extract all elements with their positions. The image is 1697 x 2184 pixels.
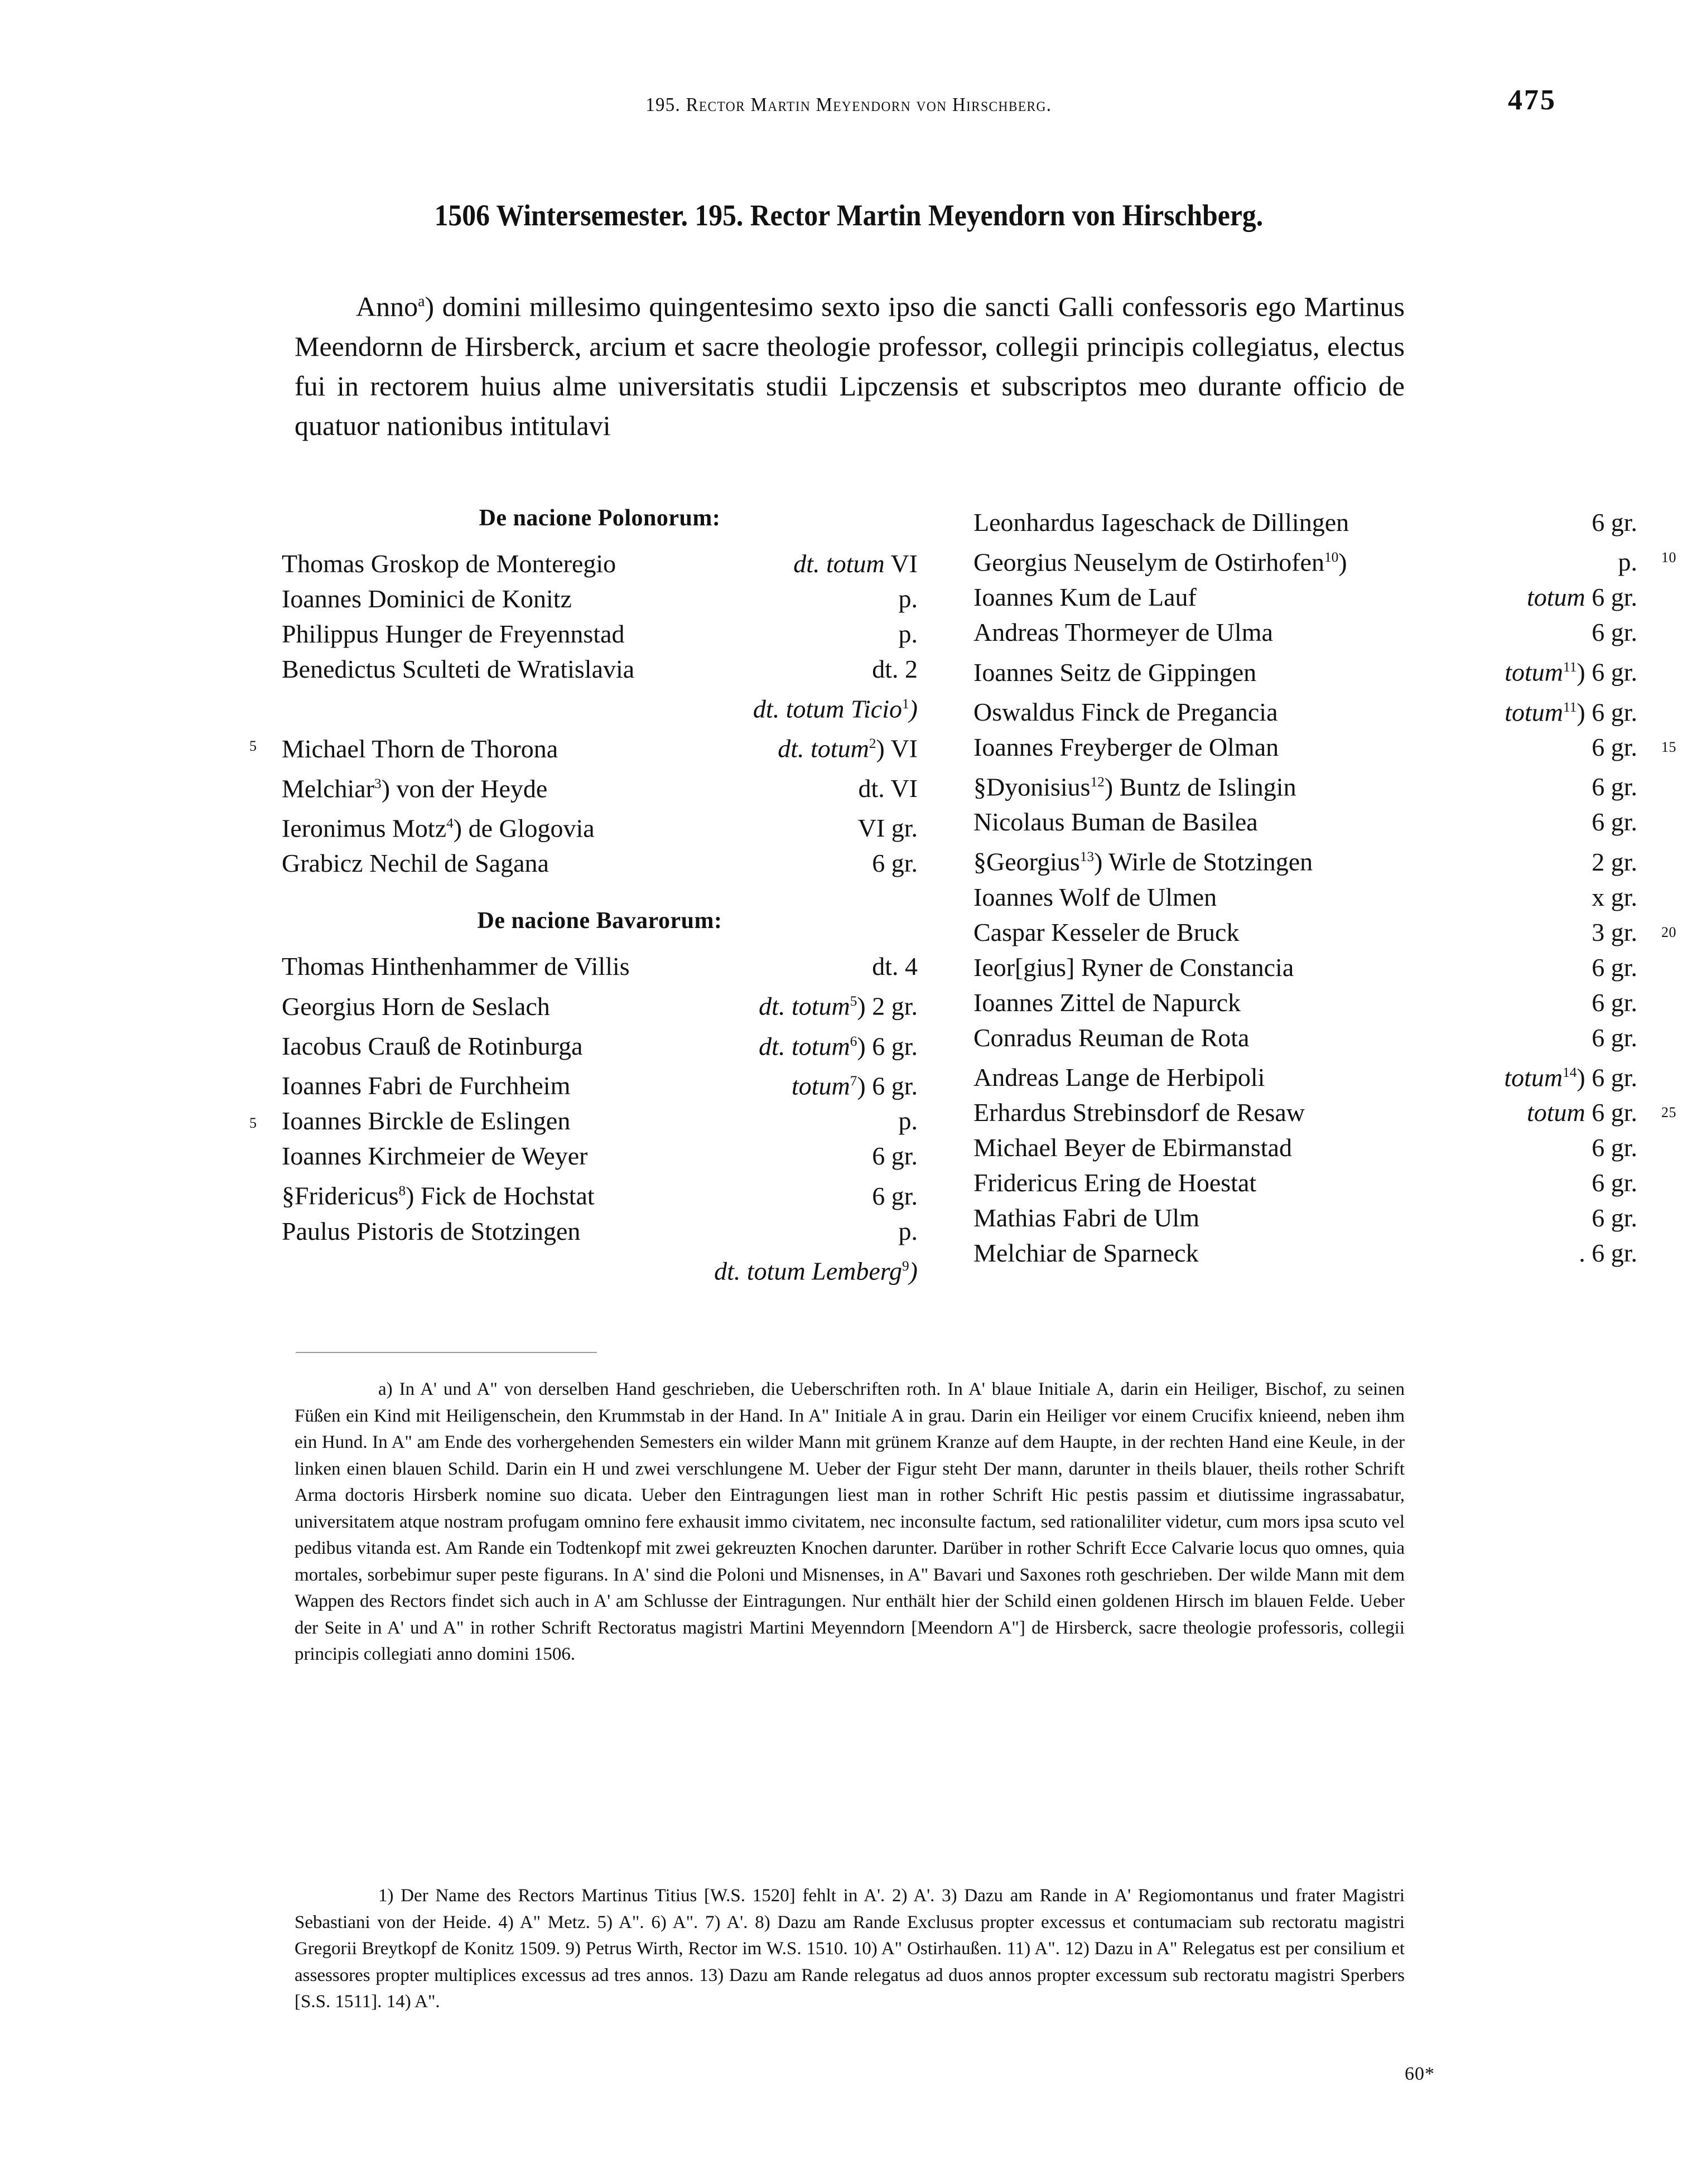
register-entry	[282, 845, 918, 881]
line-number: 10	[1661, 549, 1676, 566]
register-entry	[973, 690, 1637, 729]
entry-amount: p.	[898, 620, 918, 648]
register-entry	[973, 1235, 1637, 1270]
entry-name: Fridericus Ering de Hoestat	[973, 1168, 1257, 1197]
entry-amount: 6 gr.	[1592, 1203, 1637, 1232]
register-entry	[282, 1173, 918, 1213]
entry-amount-note: 11	[1563, 699, 1577, 715]
register-entry	[282, 1024, 918, 1064]
entry-name: Benedictus Sculteti de Wratislavia	[282, 655, 635, 683]
entry-name: Mathias Fabri de Ulm	[973, 1203, 1199, 1232]
register-entry	[282, 546, 918, 581]
register-entry	[973, 1130, 1637, 1165]
entry-name: Leonhardus Iageschack de Dillingen	[973, 508, 1349, 537]
entry-name: Philippus Hunger de Freyennstad	[282, 620, 625, 648]
register-entry	[249, 1103, 918, 1138]
register-entry	[973, 1055, 1637, 1095]
section-heading-polonorum: De nacione Polonorum:	[479, 505, 721, 531]
entry-amount: 6 gr.	[1592, 732, 1637, 761]
register-entry	[282, 651, 918, 687]
entry-name: Ioannes Zittel de Napurck	[973, 988, 1241, 1017]
entry-name: Ioannes Freyberger de Olman	[973, 732, 1279, 761]
entry-continuation: dt. totum Ticio$^1$)	[753, 694, 918, 723]
register-entry	[973, 729, 1676, 765]
entry-name: Conradus Reuman de Rota	[973, 1023, 1250, 1052]
page-title	[0, 198, 1697, 233]
register-entry	[973, 1020, 1637, 1055]
entry-name: Oswaldus Finck de Pregancia	[973, 697, 1278, 726]
register-entry	[973, 1200, 1637, 1235]
entry-name-note: 3	[374, 775, 382, 791]
entry-amount-note: 5	[850, 993, 857, 1009]
entry-amount: totum$^{11}$) 6 gr.	[1505, 658, 1637, 687]
register-entry	[973, 615, 1637, 650]
entry-amount: 6 gr.	[872, 1181, 918, 1210]
entry-amount: p.	[1618, 548, 1637, 577]
entry-amount: dt. totum$^6$) 6 gr.	[759, 1031, 918, 1060]
right-column	[973, 505, 1676, 1270]
register-entry	[282, 949, 918, 984]
entry-amount: 6 gr.	[1592, 1133, 1637, 1162]
entry-amount: totum$^{11}$) 6 gr.	[1505, 697, 1637, 726]
entry-amount: dt. totum$^2$) VI	[778, 734, 918, 763]
register-entry	[973, 880, 1637, 915]
register-entry	[282, 581, 918, 616]
entry-name: Paulus Pistoris de Stotzingen	[282, 1216, 581, 1245]
entry-name: Georgius Horn de Seslach	[282, 992, 550, 1021]
entry-amount: totum$^7$) 6 gr.	[791, 1071, 918, 1100]
entry-name: Ieronimus Motz$^4$) de Glogovia	[282, 814, 595, 843]
entry-amount: 6 gr.	[1592, 808, 1637, 837]
footnote-a-text: a) In A' und A" von derselben Hand geschrieben, die Ueberschriften roth. In A' blaue Initiale A, darin ein Heiliger, Bischof, zu seinen Füßen ein Kind mit Heiligenschein, den Krummstab in der Hand. In A" Initiale A in grau. Darin ein Heiliger vor einem Crucifix knieend, neben ihm ein Hund. In A" am Ende des vorhergehenden Semesters ein wilder Mann mit grünem Kranze auf dem Haupte, in der rechten Hand eine Keule, in der linken einen blauen Schild. Darin ein H und zwei verschlungene M. Ueber der Figur steht Der mann, darunter in theils blauer, theils rother Schrift Arma doctoris Hirsberk nomine suo dicata. Ueber den Eintragungen liest man in rother Schrift Hic pestis passim et diutissime ingrassabatur, universitatem atque nostram profugam omnino fere exhausit immo civitatem, nec inconsulte factum, sed rationaliliter videtur, cum mors ipsa scuto vel pedibus vitanda est. Am Rande ein Todtenkopf mit zwei gekreuzten Knochen darunter. Darüber in rother Schrift Ecce Calvarie locus quo omnes, quia mortales, sorbebimur super peste figurans. In A' sind die Poloni und Misnenses, in A" Bavari und Saxones roth geschrieben. Der wilde Mann mit dem Wappen des Rectors findet sich auch in A' am Schlusse der Eintragungen. Nur enthält hier der Schild einen goldenen Hirsch im blauen Felde. Ueber der Seite in A' und A" in rother Schrift Rectoratus magistri Martini Meyenndorn [Meendorn A"] de Hirsberck, sacre theologie professoris, collegii principis collegiati anno domini 1506.	[295, 1379, 1405, 1664]
numbered-footnotes-block	[295, 1883, 1405, 2016]
register-entry	[973, 804, 1637, 839]
register-entry	[282, 766, 918, 806]
entry-name: Michael Beyer de Ebirmanstad	[973, 1133, 1292, 1162]
line-number: 15	[1661, 738, 1676, 755]
line-number: 25	[1661, 1104, 1676, 1120]
entry-amount: 6 gr.	[1592, 508, 1637, 537]
register-columns	[0, 505, 1697, 1352]
entry-amount: dt. 4	[872, 952, 918, 981]
register-entry	[282, 1138, 918, 1173]
entry-list-polonorum	[249, 546, 918, 881]
entry-name: Ioannes Birckle de Eslingen	[282, 1107, 571, 1136]
entry-amount: 6 gr.	[1592, 988, 1637, 1017]
entry-name: Andreas Thormeyer de Ulma	[973, 618, 1273, 647]
entry-continuation: dt. totum Lemberg$^9$)	[714, 1256, 918, 1285]
entry-amount: p.	[898, 1107, 918, 1136]
entry-amount: totum$^{14}$) 6 gr.	[1504, 1062, 1637, 1091]
register-entry	[973, 1165, 1637, 1200]
entry-name: Thomas Hinthenhammer de Villis	[282, 952, 630, 981]
running-head	[0, 94, 1697, 116]
entry-amount: 6 gr.	[872, 849, 918, 878]
entry-name: Andreas Lange de Herbipoli	[973, 1062, 1265, 1091]
entry-amount: 6 gr.	[1592, 618, 1637, 647]
intro-text	[295, 282, 1405, 446]
register-entry	[282, 1064, 918, 1103]
entry-amount: VI gr.	[857, 814, 918, 843]
entry-amount-note: 14	[1563, 1064, 1577, 1080]
entry-name: Melchiar$^3$) von der Heyde	[282, 774, 548, 803]
entry-name: §Dyonisius$^{12}$) Buntz de Islingin	[973, 772, 1296, 801]
register-entry	[249, 726, 918, 766]
register-entry	[282, 806, 918, 845]
register-entry	[973, 985, 1637, 1020]
entry-name: Thomas Groskop de Monteregio	[282, 549, 616, 578]
line-number: 5	[249, 738, 257, 755]
register-entry	[282, 984, 918, 1023]
entry-amount: x gr.	[1592, 882, 1637, 911]
entry-amount-note: 2	[869, 736, 876, 752]
register-entry	[282, 1214, 918, 1249]
register-entry	[973, 579, 1637, 615]
entry-amount: dt. VI	[858, 774, 918, 803]
entry-name-note: 4	[446, 815, 454, 831]
entry-name-note: 12	[1090, 774, 1105, 790]
register-entry	[973, 1095, 1676, 1130]
footnote-a-block	[295, 1376, 1405, 1668]
entry-amount: 6 gr.	[872, 1142, 918, 1171]
entry-amount-note: 11	[1563, 659, 1577, 675]
entry-amount: dt. totum$^5$) 2 gr.	[759, 992, 918, 1021]
entry-name: Iacobus Crauß de Rotinburga	[282, 1031, 583, 1060]
entry-name: Ioannes Dominici de Konitz	[282, 584, 572, 613]
entry-continuation-note: 1	[902, 696, 909, 712]
line-number: 20	[1661, 924, 1676, 940]
sheet-signature: 60*	[1405, 2064, 1435, 2084]
register-entry	[973, 765, 1637, 804]
entry-name-note: 10	[1324, 549, 1339, 565]
page-title-text: 1506 Wintersemester. 195. Rector Martin Meyendorn von Hirschberg.	[434, 199, 1263, 232]
entry-amount: 6 gr.	[1592, 772, 1637, 801]
register-entry	[973, 505, 1637, 540]
entry-list-bavarorum	[249, 949, 918, 1288]
entry-name: Ioannes Kum de Lauf	[973, 583, 1197, 612]
entry-name: Georgius Neuselym de Ostirhofen$^{10}$)	[973, 548, 1347, 577]
intro-body: ) domini millesimo quingentesimo sexto ipso die sancti Galli confessoris ego Martinus Meendornn de Hirsberck, arcium et sacre theologie professor, collegii principis collegiatus, electus fui in rectorem huius alme universitatis studii Lipczensis et subscriptos meo durante officio de quatuor nationibus intitulavi	[295, 291, 1405, 441]
entry-amount: dt. 2	[872, 655, 918, 683]
entry-amount: 6 gr.	[1592, 953, 1637, 982]
section-heading-bavarorum: De nacione Bavarorum:	[477, 908, 722, 934]
entry-amount: 2 gr.	[1592, 847, 1637, 876]
entry-name: §Georgius$^{13}$) Wirle de Stotzingen	[973, 847, 1313, 876]
entry-name: Ieor[gius] Ryner de Constancia	[973, 953, 1294, 982]
entry-amount: 6 gr.	[1592, 1168, 1637, 1197]
register-entry	[282, 616, 918, 651]
left-column	[249, 505, 918, 1288]
entry-name: Ioannes Wolf de Ulmen	[973, 882, 1217, 911]
entry-amount: . 6 gr.	[1579, 1238, 1637, 1267]
entry-amount: totum 6 gr.	[1526, 583, 1637, 612]
entry-amount: dt. totum VI	[793, 549, 918, 578]
entry-name-note: 13	[1079, 849, 1095, 865]
register-entry	[973, 950, 1637, 985]
intro-paragraph	[295, 282, 1405, 446]
entry-name: Melchiar de Sparneck	[973, 1238, 1199, 1267]
entry-amount-note: 7	[850, 1072, 857, 1089]
register-entry	[973, 915, 1676, 950]
entry-name: §Fridericus$^8$) Fick de Hochstat	[282, 1181, 595, 1210]
entry-amount: totum 6 gr.	[1526, 1098, 1637, 1127]
entry-amount: p.	[898, 584, 918, 613]
page-number: 475	[1508, 84, 1556, 116]
intro-note-marker: a	[418, 293, 425, 310]
entry-name: Michael Thorn de Thorona	[282, 734, 558, 763]
entry-name: Ioannes Seitz de Gippingen	[973, 658, 1257, 687]
line-number: 5	[249, 1115, 257, 1132]
entry-list-right	[973, 505, 1676, 1270]
entry-amount: 3 gr.	[1592, 917, 1637, 946]
register-entry	[973, 650, 1637, 689]
entry-name: Ioannes Kirchmeier de Weyer	[282, 1142, 588, 1171]
entry-amount-note: 6	[850, 1033, 857, 1049]
entry-name-note: 8	[398, 1183, 406, 1199]
numbered-footnotes-text: 1) Der Name des Rectors Martinus Titius [W.S. 1520] fehlt in A'. 2) A'. 3) Dazu am Rande in A' Regiomontanus und frater Magistri Sebastiani von der Heide. 4) A" Metz. 5) A". 6) A". 7) A'. 8) Dazu am Rande Exclusus propter excessus et contumaciam sub rectoratu magistri Gregorii Breytkopf de Konitz 1509. 9) Petrus Wirth, Rector im W.S. 1510. 10) A" Ostirhaußen. 11) A". 12) Dazu in A" Relegatus est per consilium et assessores propter multiplices excessus ad tres annos. 13) Dazu am Rande relegatus ad duos annos propter excessum sub rectoratu magistri Sperbers [S.S. 1511]. 14) A".	[295, 1886, 1405, 2012]
register-entry	[973, 540, 1676, 579]
entry-amount: p.	[898, 1216, 918, 1245]
entry-name: Nicolaus Buman de Basilea	[973, 808, 1258, 837]
entry-name: Erhardus Strebinsdorf de Resaw	[973, 1098, 1305, 1127]
entry-continuation-note: 9	[902, 1258, 909, 1274]
footnote-separator-rule	[296, 1352, 597, 1353]
running-head-title: 195. Rector Martin Meyendorn von Hirschberg.	[645, 94, 1052, 115]
register-entry	[973, 839, 1637, 879]
entry-name: Grabicz Nechil de Sagana	[282, 849, 549, 878]
intro-anno: Anno	[356, 291, 418, 322]
entry-name: Ioannes Fabri de Furchheim	[282, 1071, 571, 1100]
entry-name: Caspar Kesseler de Bruck	[973, 917, 1240, 946]
entry-amount: 6 gr.	[1592, 1023, 1637, 1052]
